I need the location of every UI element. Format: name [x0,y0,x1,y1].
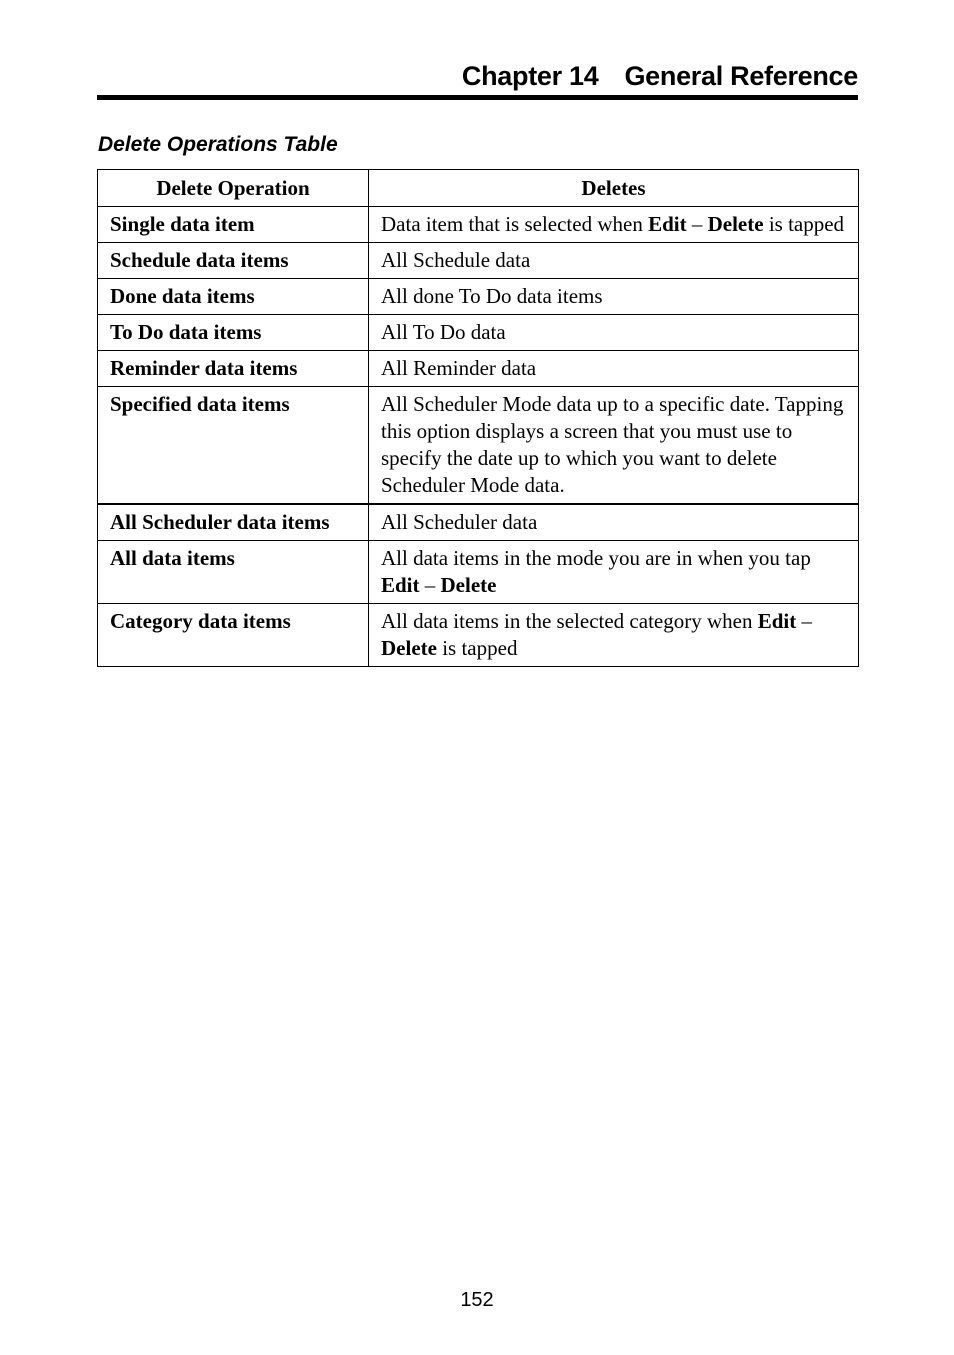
table-row [98,604,859,667]
delete-operations-table [97,169,859,667]
edit-label: Edit [757,609,797,633]
table-row [98,243,859,279]
chapter-header [97,56,858,100]
delete-label: Delete [381,636,437,660]
deletes-cell [369,541,859,604]
operation-cell: Single data item [98,207,369,243]
table-row [98,315,859,351]
page-number: 152 [460,1289,494,1311]
deletes-text-end: is tapped [436,636,518,660]
operation-cell: All data items [98,541,369,604]
dash-separator: – [796,609,812,633]
deletes-cell: All Reminder data [369,351,859,387]
operation-cell: Schedule data items [98,243,369,279]
deletes-cell: All Scheduler data [369,504,859,541]
table-header-row [98,170,859,207]
section-title: Delete Operations Table [98,133,338,156]
operation-cell: Category data items [98,604,369,667]
delete-label: Delete [440,573,497,597]
deletes-cell: All To Do data [369,315,859,351]
dash-separator: – [419,573,441,597]
operation-cell: Specified data items [98,387,369,505]
deletes-cell [369,207,859,243]
table-row [98,279,859,315]
table-row [98,541,859,604]
deletes-cell: All Schedule data [369,243,859,279]
operation-cell: All Scheduler data items [98,504,369,541]
table-row [98,504,859,541]
table-row [98,387,859,505]
table-row [98,351,859,387]
table-row [98,207,859,243]
column-header-operation: Delete Operation [98,170,369,207]
delete-label: Delete [707,212,764,236]
chapter-title: General Reference [624,61,858,91]
operation-cell: Reminder data items [98,351,369,387]
deletes-text: All data items in the selected category when [381,609,758,633]
operation-cell: To Do data items [98,315,369,351]
dash-separator: – [686,212,708,236]
deletes-text: Data item that is selected when [381,212,649,236]
deletes-cell: All Scheduler Mode data up to a specific date. Tapping this option displays a screen that you must use to specify the date up to which you want to delete Scheduler Mode data. [369,387,859,505]
chapter-number: Chapter 14 [461,61,599,91]
operation-cell: Done data items [98,279,369,315]
deletes-cell [369,604,859,667]
deletes-text-end: is tapped [763,212,845,236]
column-header-deletes: Deletes [369,170,859,207]
deletes-cell: All done To Do data items [369,279,859,315]
edit-label: Edit [381,573,420,597]
deletes-text: All data items in the mode you are in when you tap [381,546,811,570]
edit-label: Edit [648,212,687,236]
